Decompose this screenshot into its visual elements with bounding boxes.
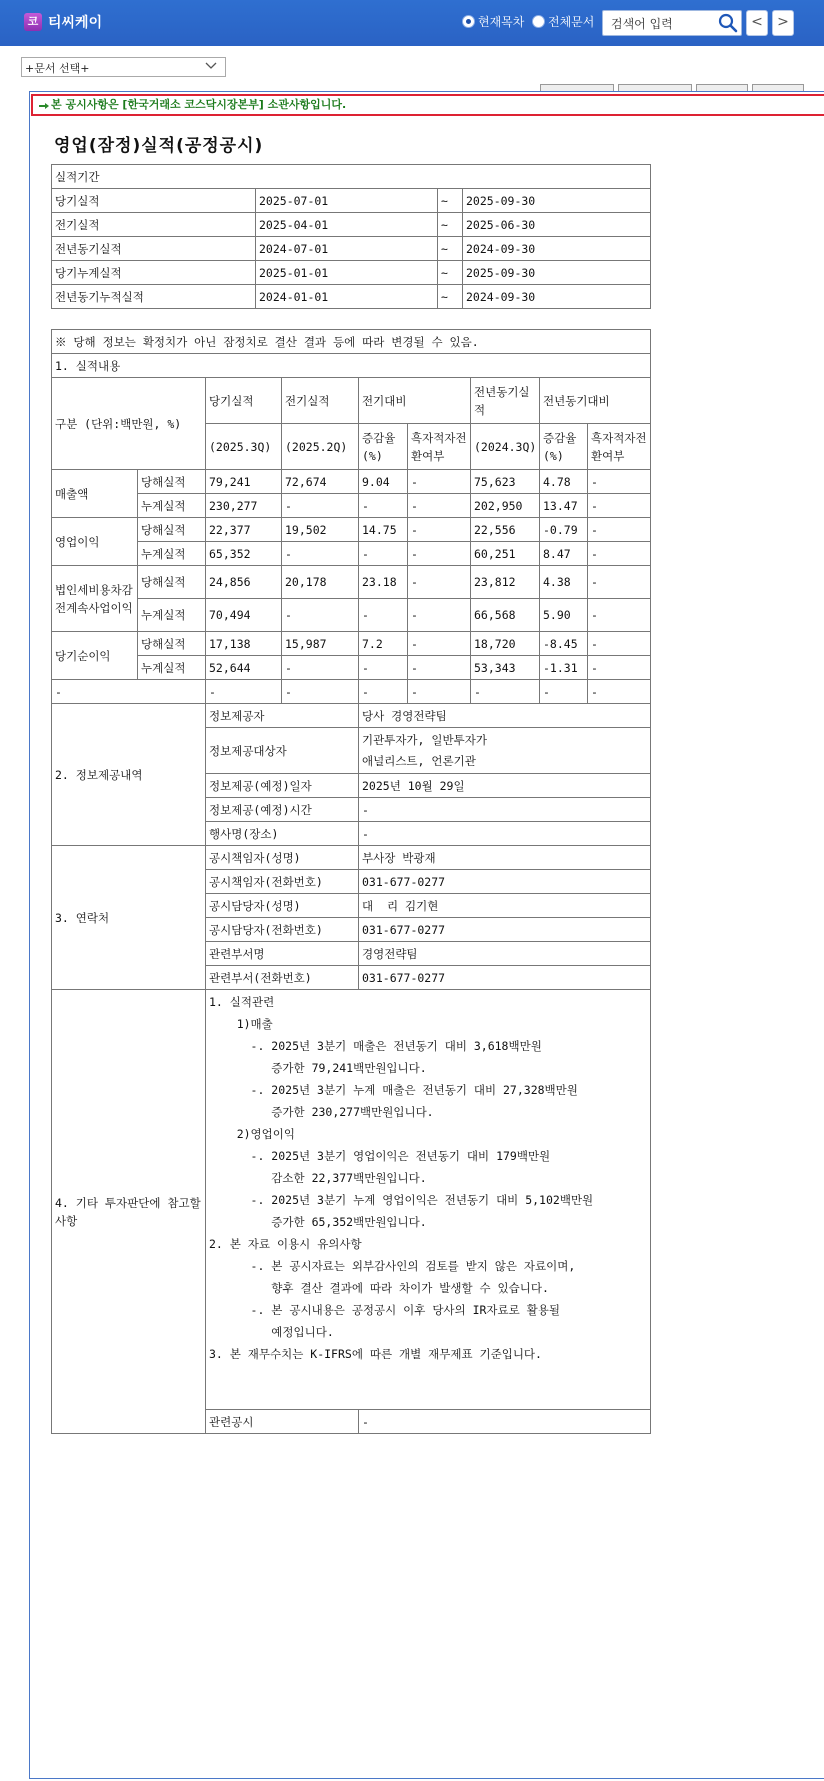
cell-qoq: 9.04 <box>359 470 408 494</box>
prev-header: 전기실적 <box>282 378 359 424</box>
note-line: -. 2025년 3분기 영업이익은 전년동기 대비 179백만원 <box>209 1149 551 1163</box>
cell-prev: - <box>282 494 359 518</box>
period-to: 2025-09-30 <box>463 261 651 285</box>
period-table <box>51 164 651 309</box>
table-row <box>52 470 651 494</box>
table-row <box>52 518 651 542</box>
results-table <box>51 329 651 1434</box>
top-bar <box>0 0 824 46</box>
blank-cell: - <box>359 680 408 704</box>
related-disclosure-value: - <box>359 1410 651 1434</box>
disclaimer-text: ※ 당해 정보는 확정치가 아닌 잠정치로 결산 결과 등에 따라 변경될 수 있음. <box>52 330 651 354</box>
cur-header: 당기실적 <box>206 378 282 424</box>
cell-qoq-turn: - <box>408 470 471 494</box>
table-row <box>52 494 651 518</box>
qoq-header: 전기대비 <box>359 378 471 424</box>
info-key: 정보제공자 <box>206 704 359 728</box>
contact-value: 031-677-0277 <box>359 918 651 942</box>
cell-cur: 79,241 <box>206 470 282 494</box>
info-value: - <box>359 822 651 846</box>
note-line: 예정입니다. <box>209 1325 334 1339</box>
section-4-notes <box>206 990 651 1410</box>
note-line: 2)영업이익 <box>209 1127 295 1141</box>
radio-selected-icon <box>462 15 475 28</box>
period-label: 당기실적 <box>52 189 256 213</box>
period-row <box>52 261 651 285</box>
cell-yoy-val: 60,251 <box>471 542 540 566</box>
cell-yoy-turn: - <box>588 656 651 680</box>
cell-qoq-turn: - <box>408 542 471 566</box>
cell-yoy-val: 18,720 <box>471 632 540 656</box>
note-line: 증가한 65,352백만원입니다. <box>209 1215 427 1229</box>
blank-cell: - <box>588 680 651 704</box>
qoq-turn-header: 흑자적자전환여부 <box>408 424 471 470</box>
cell-cur: 17,138 <box>206 632 282 656</box>
related-disclosure-key: 관련공시 <box>206 1410 359 1434</box>
cell-yoy: 8.47 <box>540 542 588 566</box>
cell-yoy: 13.47 <box>540 494 588 518</box>
cell-yoy: 5.90 <box>540 599 588 632</box>
cell-qoq: - <box>359 542 408 566</box>
cell-qoq: - <box>359 656 408 680</box>
cell-yoy-turn: - <box>588 494 651 518</box>
table-row <box>52 542 651 566</box>
metric-name: 당기순이익 <box>52 632 138 680</box>
radio-current-section[interactable] <box>462 13 524 30</box>
period-sep: ~ <box>438 237 463 261</box>
period-sep: ~ <box>438 261 463 285</box>
info-key: 행사명(장소) <box>206 822 359 846</box>
contact-key: 관련부서(전화번호) <box>206 966 359 990</box>
yoy-header: 전년동기대비 <box>540 378 651 424</box>
pointing-hand-icon <box>38 99 50 111</box>
row-type: 누계실적 <box>138 494 206 518</box>
period-header: 실적기간 <box>52 165 651 189</box>
table-row <box>52 846 651 870</box>
period-label: 전년동기누적실적 <box>52 285 256 309</box>
yoy-rate-header: 증감율(%) <box>540 424 588 470</box>
cell-qoq: 23.18 <box>359 566 408 599</box>
section-4-label: 4. 기타 투자판단에 참고할 사항 <box>52 990 206 1434</box>
row-type: 누계실적 <box>138 599 206 632</box>
note-line: 3. 본 재무수치는 K-IFRS에 따른 개별 재무제표 기준입니다. <box>209 1347 542 1361</box>
period-label: 전기실적 <box>52 213 256 237</box>
period-sep: ~ <box>438 285 463 309</box>
period-row <box>52 189 651 213</box>
cell-cur: 65,352 <box>206 542 282 566</box>
cell-yoy-turn: - <box>588 566 651 599</box>
contact-value: 031-677-0277 <box>359 966 651 990</box>
cell-cur: 52,644 <box>206 656 282 680</box>
cell-yoy-turn: - <box>588 632 651 656</box>
note-line: 2. 본 자료 이용시 유의사항 <box>209 1237 362 1251</box>
period-from: 2025-04-01 <box>256 213 438 237</box>
period-to: 2024-09-30 <box>463 237 651 261</box>
prev-result-button[interactable]: < <box>746 10 768 36</box>
page-title: 영업(잠정)실적(공정공시) <box>54 136 264 156</box>
row-type: 당해실적 <box>138 566 206 599</box>
cell-qoq-turn: - <box>408 518 471 542</box>
period-from: 2025-07-01 <box>256 189 438 213</box>
contact-value: 부사장 박광재 <box>359 846 651 870</box>
contact-key: 공시담당자(전화번호) <box>206 918 359 942</box>
cur-sub-header: (2025.3Q) <box>206 424 282 470</box>
period-to: 2024-09-30 <box>463 285 651 309</box>
cell-yoy: -0.79 <box>540 518 588 542</box>
contact-value: 031-677-0277 <box>359 870 651 894</box>
company-name: 티씨케이 <box>48 15 103 31</box>
info-key: 정보제공(예정)일자 <box>206 774 359 798</box>
cell-cur: 70,494 <box>206 599 282 632</box>
cell-qoq-turn: - <box>408 599 471 632</box>
period-row <box>52 213 651 237</box>
cell-yoy: -1.31 <box>540 656 588 680</box>
metric-name: 영업이익 <box>52 518 138 566</box>
note-line: -. 2025년 3분기 누계 영업이익은 전년동기 대비 5,102백만원 <box>209 1193 594 1207</box>
period-from: 2024-07-01 <box>256 237 438 261</box>
blank-cell: - <box>282 680 359 704</box>
period-from: 2025-01-01 <box>256 261 438 285</box>
cell-prev: 72,674 <box>282 470 359 494</box>
cell-yoy-val: 75,623 <box>471 470 540 494</box>
row-type: 누계실적 <box>138 656 206 680</box>
cell-yoy-val: 66,568 <box>471 599 540 632</box>
period-row <box>52 285 651 309</box>
period-to: 2025-06-30 <box>463 213 651 237</box>
cell-qoq: - <box>359 494 408 518</box>
section-3-label: 3. 연락처 <box>52 846 206 990</box>
metric-name: 법인세비용차감전계속사업이익 <box>52 566 138 632</box>
cell-yoy: 4.38 <box>540 566 588 599</box>
document-select-value: +문서 선택+ <box>25 62 90 75</box>
cell-prev: - <box>282 542 359 566</box>
info-value: 당사 경영전략팀 <box>359 704 651 728</box>
cell-qoq: 7.2 <box>359 632 408 656</box>
radio-unselected-icon <box>532 15 545 28</box>
row-type: 누계실적 <box>138 542 206 566</box>
contact-key: 관련부서명 <box>206 942 359 966</box>
table-row <box>52 704 651 728</box>
yoy-sub-header: (2024.3Q) <box>471 424 540 470</box>
blank-cell: - <box>206 680 282 704</box>
contact-value: 경영전략팀 <box>359 942 651 966</box>
period-label: 당기누계실적 <box>52 261 256 285</box>
cell-yoy: -8.45 <box>540 632 588 656</box>
contact-value: 대 리 김기현 <box>359 894 651 918</box>
cell-qoq: 14.75 <box>359 518 408 542</box>
note-line: 감소한 22,377백만원입니다. <box>209 1171 427 1185</box>
radio-current-section-label: 현재목차 <box>478 15 525 29</box>
table-row <box>52 566 651 599</box>
row-type: 당해실적 <box>138 470 206 494</box>
cell-prev: 15,987 <box>282 632 359 656</box>
note-line: -. 본 공시내용은 공정공시 이후 당사의 IR자료로 활용될 <box>209 1303 560 1317</box>
cell-yoy-turn: - <box>588 599 651 632</box>
next-result-button[interactable]: > <box>772 10 794 36</box>
section-2-label: 2. 정보제공내역 <box>52 704 206 846</box>
table-row <box>52 990 651 1410</box>
table-row <box>52 656 651 680</box>
cell-cur: 230,277 <box>206 494 282 518</box>
qoq-rate-header: 증감율(%) <box>359 424 408 470</box>
note-line: 1. 실적관련 <box>209 995 275 1009</box>
blank-cell: - <box>52 680 206 704</box>
cell-yoy-val: 202,950 <box>471 494 540 518</box>
info-value: 2025년 10월 29일 <box>359 774 651 798</box>
document-select[interactable] <box>21 57 226 77</box>
table-row <box>52 599 651 632</box>
cell-yoy-turn: - <box>588 470 651 494</box>
contact-key: 공시담당자(성명) <box>206 894 359 918</box>
blank-cell: - <box>471 680 540 704</box>
contact-key: 공시책임자(성명) <box>206 846 359 870</box>
yoy-turn-header: 흑자적자전환여부 <box>588 424 651 470</box>
company-logo-icon: 코 <box>24 13 42 31</box>
cell-yoy-val: 22,556 <box>471 518 540 542</box>
cell-prev: 19,502 <box>282 518 359 542</box>
table-row <box>52 632 651 656</box>
cell-prev: - <box>282 656 359 680</box>
section-1-label: 1. 실적내용 <box>52 354 651 378</box>
cell-yoy-val: 23,812 <box>471 566 540 599</box>
search-icon[interactable] <box>718 13 738 33</box>
period-sep: ~ <box>438 189 463 213</box>
cell-qoq-turn: - <box>408 566 471 599</box>
cell-cur: 24,856 <box>206 566 282 599</box>
notice-text: 본 공시사항은 [한국거래소 코스닥시장본부] 소관사항입니다. <box>51 98 347 111</box>
note-line: -. 2025년 3분기 매출은 전년동기 대비 3,618백만원 <box>209 1039 542 1053</box>
cell-prev: 20,178 <box>282 566 359 599</box>
note-line: 1)매출 <box>209 1017 273 1031</box>
blank-cell: - <box>540 680 588 704</box>
row-type: 당해실적 <box>138 518 206 542</box>
chevron-down-icon <box>205 60 217 72</box>
search-input[interactable]: 검색어 입력 <box>611 17 673 31</box>
cell-qoq-turn: - <box>408 632 471 656</box>
search-box[interactable] <box>602 10 742 36</box>
cell-qoq: - <box>359 599 408 632</box>
prev-sub-header: (2025.2Q) <box>282 424 359 470</box>
note-line: -. 본 공시자료는 외부감사인의 검토를 받지 않은 자료이며, <box>209 1259 576 1273</box>
note-line: -. 2025년 3분기 누계 매출은 전년동기 대비 27,328백만원 <box>209 1083 578 1097</box>
info-value: - <box>359 798 651 822</box>
contact-key: 공시책임자(전화번호) <box>206 870 359 894</box>
note-line: 향후 결산 결과에 따라 차이가 발생할 수 있습니다. <box>209 1281 549 1295</box>
cell-qoq-turn: - <box>408 656 471 680</box>
info-key: 정보제공(예정)시간 <box>206 798 359 822</box>
yoy-actual-header: 전년동기실적 <box>471 378 540 424</box>
metric-name: 매출액 <box>52 470 138 518</box>
cell-yoy: 4.78 <box>540 470 588 494</box>
radio-all-documents[interactable] <box>532 13 594 30</box>
row-type: 당해실적 <box>138 632 206 656</box>
info-value: 기관투자가, 일반투자가 애널리스트, 언론기관 <box>359 728 651 774</box>
cell-yoy-turn: - <box>588 518 651 542</box>
period-sep: ~ <box>438 213 463 237</box>
cell-prev: - <box>282 599 359 632</box>
category-header: 구분 (단위:백만원, %) <box>52 378 206 470</box>
table-row <box>52 680 651 704</box>
jurisdiction-notice <box>31 94 824 116</box>
period-label: 전년동기실적 <box>52 237 256 261</box>
period-row <box>52 237 651 261</box>
period-to: 2025-09-30 <box>463 189 651 213</box>
cell-yoy-turn: - <box>588 542 651 566</box>
period-from: 2024-01-01 <box>256 285 438 309</box>
cell-cur: 22,377 <box>206 518 282 542</box>
blank-cell: - <box>408 680 471 704</box>
note-line: 증가한 79,241백만원입니다. <box>209 1061 427 1075</box>
note-line: 증가한 230,277백만원입니다. <box>209 1105 434 1119</box>
info-key: 정보제공대상자 <box>206 728 359 774</box>
cell-qoq-turn: - <box>408 494 471 518</box>
cell-yoy-val: 53,343 <box>471 656 540 680</box>
radio-all-documents-label: 전체문서 <box>548 15 595 29</box>
